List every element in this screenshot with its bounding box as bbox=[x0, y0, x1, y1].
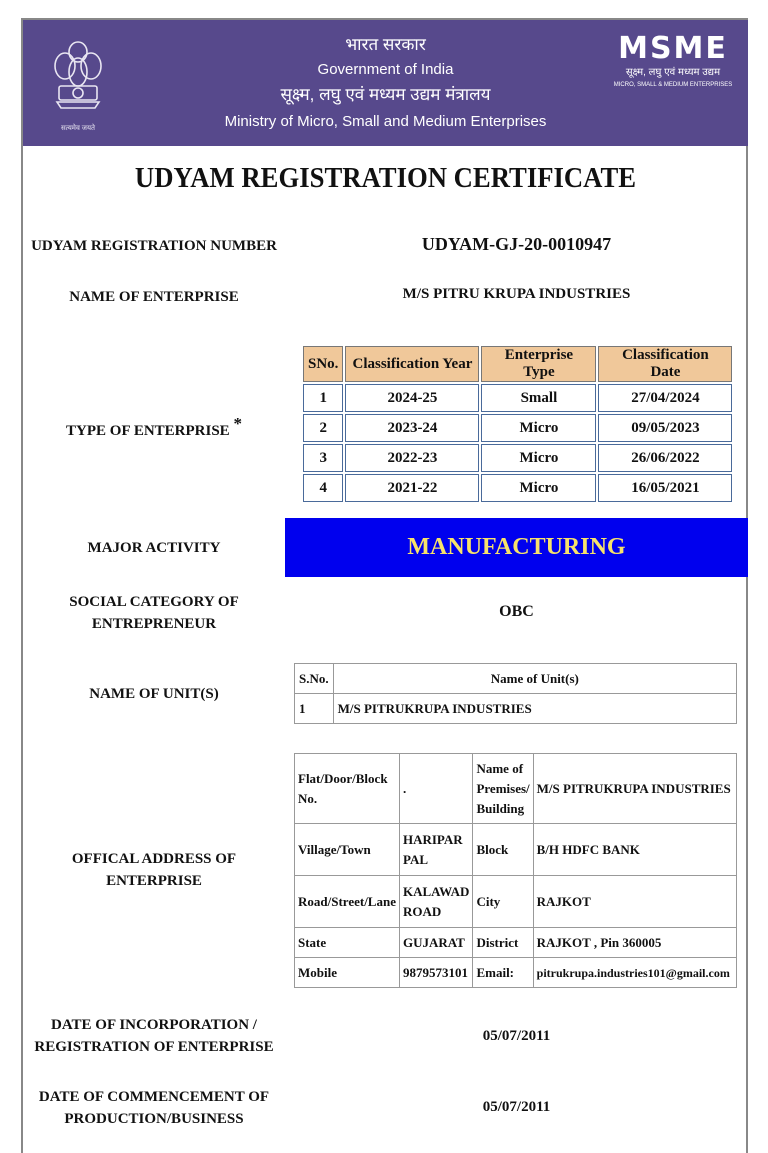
table-row bbox=[295, 928, 737, 958]
major-activity-value: MANUFACTURING bbox=[285, 518, 748, 577]
msme-logo-text: MSME bbox=[618, 31, 728, 66]
address-label-line2: ENTERPRISE bbox=[106, 873, 202, 889]
emblem-caption: सत्यमेव जयते bbox=[60, 125, 96, 132]
enterprise-name-value: M/S PITRU KRUPA INDUSTRIES bbox=[402, 286, 631, 302]
cell-date: 16/05/2021 bbox=[598, 474, 732, 502]
state-label: State bbox=[295, 928, 400, 958]
units-header-name: Name of Unit(s) bbox=[333, 664, 736, 694]
header-sno: SNo. bbox=[303, 346, 343, 382]
commencement-label bbox=[23, 1086, 285, 1130]
table-row bbox=[303, 414, 732, 442]
gov-text: Government of India bbox=[317, 61, 454, 78]
social-category-label-line2: ENTREPRENEUR bbox=[91, 616, 217, 632]
village-label: Village/Town bbox=[295, 824, 400, 876]
premises-label: Name of Premises/ Building bbox=[473, 754, 533, 824]
email-value: pitrukrupa.industries101@gmail.com bbox=[533, 958, 736, 988]
email-label: Email: bbox=[473, 958, 533, 988]
enterprise-type-label-text: TYPE OF ENTERPRISE bbox=[66, 423, 230, 439]
units-cell-name: M/S PITRUKRUPA INDUSTRIES bbox=[333, 694, 736, 724]
mobile-value: 9879573101 bbox=[399, 958, 472, 988]
cell-date: 27/04/2024 bbox=[598, 384, 732, 412]
msme-logo-english: MICRO, SMALL & MEDIUM ENTERPRISES bbox=[613, 82, 733, 88]
state-value: GUJARAT bbox=[399, 928, 472, 958]
social-category-value: OBC bbox=[499, 603, 534, 620]
address-label-line1: OFFICAL ADDRESS OF bbox=[71, 851, 237, 867]
cell-year: 2021-22 bbox=[345, 474, 479, 502]
cell-type: Small bbox=[481, 384, 596, 412]
table-row bbox=[295, 876, 737, 928]
cell-year: 2023-24 bbox=[345, 414, 479, 442]
header-banner bbox=[23, 20, 748, 146]
cell-year: 2024-25 bbox=[345, 384, 479, 412]
flat-label: Flat/Door/Block No. bbox=[295, 754, 400, 824]
road-value: KALAWAD ROAD bbox=[399, 876, 472, 928]
reg-number-value: UDYAM-GJ-20-0010947 bbox=[421, 234, 612, 254]
block-value: B/H HDFC BANK bbox=[533, 824, 736, 876]
units-header-sno: S.No. bbox=[295, 664, 334, 694]
table-row bbox=[303, 444, 732, 472]
header-classification-date: Classification Date bbox=[598, 346, 732, 382]
msme-logo-hindi: सूक्ष्म, लघु एवं मध्यम उद्यम bbox=[625, 67, 721, 78]
ministry-text: Ministry of Micro, Small and Medium Enterprises bbox=[224, 113, 547, 130]
hindi-gov-text: भारत सरकार bbox=[345, 35, 426, 54]
incorporation-label-line2: REGISTRATION OF ENTERPRISE bbox=[34, 1039, 274, 1055]
social-category-label bbox=[23, 591, 285, 635]
premises-value: M/S PITRUKRUPA INDUSTRIES bbox=[533, 754, 736, 824]
district-value: RAJKOT , Pin 360005 bbox=[533, 928, 736, 958]
cell-sno: 2 bbox=[303, 414, 343, 442]
incorporation-value: 05/07/2011 bbox=[482, 1028, 551, 1044]
social-category-label-line1: SOCIAL CATEGORY OF bbox=[69, 594, 239, 610]
classification-table bbox=[301, 344, 734, 504]
city-value: RAJKOT bbox=[533, 876, 736, 928]
header-classification-year: Classification Year bbox=[345, 346, 479, 382]
certificate-title: UDYAM REGISTRATION CERTIFICATE bbox=[134, 162, 637, 194]
units-header-row bbox=[295, 664, 737, 694]
cell-date: 09/05/2023 bbox=[598, 414, 732, 442]
units-table bbox=[294, 663, 737, 724]
major-activity-label: MAJOR ACTIVITY bbox=[87, 540, 221, 556]
table-row bbox=[295, 824, 737, 876]
cell-date: 26/06/2022 bbox=[598, 444, 732, 472]
table-row bbox=[303, 474, 732, 502]
road-label: Road/Street/Lane bbox=[295, 876, 400, 928]
cell-sno: 1 bbox=[303, 384, 343, 412]
cell-year: 2022-23 bbox=[345, 444, 479, 472]
cell-type: Micro bbox=[481, 474, 596, 502]
cell-type: Micro bbox=[481, 414, 596, 442]
mobile-label: Mobile bbox=[295, 958, 400, 988]
units-label: NAME OF UNIT(S) bbox=[89, 686, 219, 702]
enterprise-name-label: NAME OF ENTERPRISE bbox=[69, 289, 239, 305]
cell-sno: 3 bbox=[303, 444, 343, 472]
table-row bbox=[295, 694, 737, 724]
cell-type: Micro bbox=[481, 444, 596, 472]
commencement-label-line1: DATE OF COMMENCEMENT OF bbox=[38, 1089, 270, 1105]
table-row bbox=[303, 384, 732, 412]
enterprise-type-label bbox=[23, 413, 285, 442]
header-enterprise-type: Enterprise Type bbox=[481, 346, 596, 382]
incorporation-label-line1: DATE OF INCORPORATION / bbox=[51, 1017, 257, 1033]
district-label: District bbox=[473, 928, 533, 958]
reg-number-label: UDYAM REGISTRATION NUMBER bbox=[31, 238, 277, 254]
commencement-value: 05/07/2011 bbox=[482, 1099, 551, 1115]
address-table bbox=[294, 753, 737, 988]
city-label: City bbox=[473, 876, 533, 928]
commencement-label-line2: PRODUCTION/BUSINESS bbox=[64, 1111, 244, 1127]
flat-value: . bbox=[399, 754, 472, 824]
table-row bbox=[295, 958, 737, 988]
incorporation-label bbox=[23, 1014, 285, 1058]
msme-logo bbox=[613, 32, 733, 90]
block-label: Block bbox=[473, 824, 533, 876]
cell-sno: 4 bbox=[303, 474, 343, 502]
enterprise-type-asterisk: * bbox=[233, 414, 242, 433]
address-label bbox=[23, 848, 285, 892]
table-row bbox=[295, 754, 737, 824]
village-value: HARIPAR PAL bbox=[399, 824, 472, 876]
classification-header-row bbox=[303, 346, 732, 382]
units-cell-sno: 1 bbox=[295, 694, 334, 724]
hindi-ministry-text: सूक्ष्म, लघु एवं मध्यम उद्यम मंत्रालय bbox=[280, 85, 491, 104]
